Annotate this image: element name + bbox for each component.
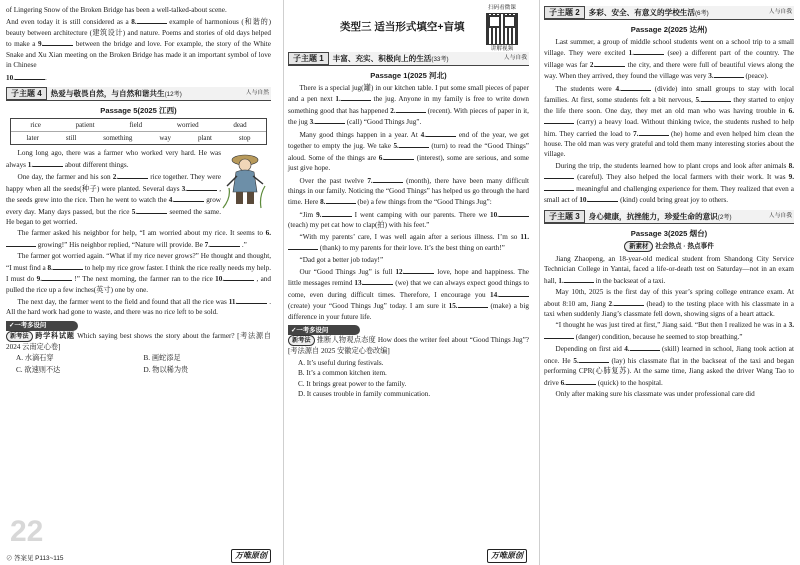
passage-title: Passage 2(2025 达州) (630, 25, 708, 34)
blank-number: 6. (265, 229, 271, 238)
blank-number: 1. (558, 276, 564, 285)
answer-blank[interactable] (326, 196, 356, 204)
blank-number: 1. (628, 49, 635, 58)
question-box-header: ✓ 一考多设问 (6, 321, 78, 331)
answer-blank[interactable] (614, 298, 644, 306)
blank-number: 7. (633, 129, 639, 138)
farmer-illustration (221, 148, 269, 210)
answer-blank[interactable] (118, 171, 148, 179)
blank-number: 4. (168, 196, 175, 205)
paragraph: The next day, the farmer went to the field and found that all the rice was 11. . All the hard work had gone to waste, and there was no rice left to be sold. (6, 298, 271, 317)
section-tag: 子主题 3 (544, 210, 585, 223)
blank-number: 7. (204, 240, 211, 249)
blank-number: 9. (316, 210, 322, 219)
blank-8[interactable] (137, 16, 167, 24)
word-option: worried (176, 121, 199, 130)
answer-blank[interactable] (639, 128, 669, 136)
story-body (6, 148, 271, 318)
paragraph: Jiang Zhaopeng, an 18-year-old medical student from Shandong City Service Technician College in Yantai, faced a life-or-death test on Saturday—not in an exam hall, 1. in the backseat of a taxi. (544, 254, 794, 285)
blank-number: 4. (420, 130, 427, 139)
question-box-header: ✓ 一考多设问 (288, 325, 360, 335)
blank-number: 8. (788, 161, 794, 170)
blank-number: 3. (181, 184, 188, 193)
answer-option[interactable]: D. 物以稀为贵 (143, 365, 189, 374)
blank-number: 5. (393, 142, 399, 151)
answer-blank[interactable] (595, 59, 625, 67)
blank-number: 6. (560, 378, 566, 387)
new-method-badge: 新考法 (288, 335, 315, 346)
blank-number: 13. (354, 279, 364, 288)
paragraph: Our “Good Things Jug” is full 12. love, hope and happiness. The little messages remind 13. (we) that we can always expect good things to come, even during difficult times. Therefore, I encourage you 14. (create) your “Good Things Jug” today. I am sure it 15. (make) a big difference in your future life. (288, 268, 529, 321)
paragraph: Many good things happen in a year. At 4. end of the year, we get together to empty the jug. We take 5. (turn) to read the “Good Things” aloud. Some of the things are 6. (interest), some are serious, and some just give hope. (288, 130, 530, 173)
passage-title: Passage 5(2025 江西) (100, 106, 177, 116)
answer-blank[interactable] (210, 239, 240, 247)
intro-line-1: of Lingering Snow of the Broken Bridge has been a well-talked-about scene. (6, 6, 227, 14)
answer-blank[interactable] (579, 355, 609, 363)
blank-number: 4. (624, 345, 630, 354)
word-row (11, 131, 266, 144)
answer-blank[interactable] (566, 377, 596, 385)
paragraph: The students were 4. (divide) into small groups to stay with local families. At first, some students felt a bit nervous, 5. they started to enjoy the life there soon. One day, they met an old man who was having trouble in 6. (carry) a heavy load. Without thinking twice, the students rushed to help him. They carried the load to 7. (he) home and even helped him clean the house. The old man was very grateful and told them many interesting stories about the village. (544, 84, 794, 159)
section-header-2 (544, 6, 794, 20)
section-category: 人与自然 (245, 90, 269, 97)
answer-blank[interactable] (187, 183, 217, 191)
blank-number: 2. (390, 106, 396, 115)
answer-option[interactable]: A. It’s useful during festivals. (298, 358, 384, 367)
question-text: 新考法 推断人物观点态度 How does the writer feel about “Good Things Jug”? [考法源自 2025 安徽定心卷改编] (288, 336, 529, 356)
paragraph: The farmer asked his neighbor for help, “I am worried about my rice. It seems to 6. growing!” His neighbor replied, “Nature will provide. Be 7. .” (6, 228, 271, 250)
answer-reference: ⊘ 答案见 P113~115 (6, 554, 64, 562)
answer-blank[interactable] (630, 343, 660, 351)
blank-number: 10. (215, 275, 225, 284)
answer-blank[interactable] (373, 175, 403, 183)
blank-number: 6. (788, 106, 794, 115)
answer-blank[interactable] (6, 239, 36, 247)
paragraph: “With my parents’ care, I was well again after a serious illness. I’m so 11. (thank) to my parents for their love. It’s the best thing on earth!” (288, 232, 529, 254)
answer-blank[interactable] (137, 206, 167, 214)
word-row (11, 119, 266, 131)
answer-blank[interactable] (621, 83, 651, 91)
answer-blank[interactable] (237, 296, 267, 304)
blank-number: 11. (520, 232, 529, 241)
answer-blank[interactable] (341, 93, 371, 101)
word-option: way (159, 134, 172, 143)
answer-blank[interactable] (499, 289, 529, 297)
paragraph: May 10th, 2025 is the first day of this year’s spring college entrance exam. At about 8:10 am, Jiang 2. (head) to the testing place with his classmate in a taxi when suddenly Jiang’s classmate fell down, showing signs of a heart attack. (544, 288, 794, 319)
section-title: 身心健康，抗挫能力，珍爱生命的意识(2考) (588, 211, 732, 221)
answer-blank[interactable] (53, 262, 83, 270)
answer-blank[interactable] (33, 159, 63, 167)
word-option: stop (238, 134, 251, 143)
blank-number: 7. (367, 176, 373, 185)
answer-blank[interactable] (714, 70, 744, 78)
brand-logo: 万唯原创 (487, 549, 527, 563)
qr-block[interactable] (481, 5, 523, 53)
section-tag: 子主题 1 (288, 52, 329, 65)
answer-option[interactable]: C. 欲速则不达 (16, 365, 61, 374)
passage-body (544, 37, 794, 206)
paragraph: “Dad got a better job today!” (299, 255, 384, 264)
answer-option[interactable]: B. It’s a common kitchen item. (298, 369, 387, 378)
answer-option[interactable]: D. It causes trouble in family communication. (298, 389, 431, 398)
blank-number: 15. (448, 302, 458, 311)
paragraph: Last summer, a group of middle school students went on a school trip to a small village. They were excited 1. (see) a different part of the country. The village was far 2. the city, and there were full of beautiful views along the way. When they arrived, they found the village was very 3. (peace). (544, 38, 794, 81)
section-tag: 子主题 4 (6, 87, 47, 100)
question-text: 新考法 跨学科试题 Which saying best shows the story about the farmer? [考法源自 2024 云南定心卷] (6, 331, 271, 351)
section-header-3 (544, 210, 794, 224)
blank-number: 6. (378, 153, 385, 162)
answer-blank[interactable] (384, 152, 414, 160)
word-option: rice (30, 121, 41, 130)
answer-options (6, 353, 271, 375)
blank-number: 2. (608, 299, 614, 308)
answer-blank[interactable] (363, 277, 393, 285)
new-material-line: 新素材 社会热点 · 热点事件 (544, 241, 794, 252)
paragraph: During the trip, the students learned how to plant crops and look after animals 8. (careful). They also helped the local farmers with their work. It was 9. meaningful and challenging experience for them. They realized that even a small act of 10. (kind) could bring great joy to others. (544, 161, 794, 205)
blank-10[interactable] (15, 72, 45, 80)
blank-number: 1. (27, 160, 34, 169)
answer-option[interactable]: A. 水滴石穿 (16, 354, 54, 363)
word-option: dead (233, 121, 247, 130)
paragraph: The farmer got worried again. “What if my rice never grows?” He thought and thought, “I must find a 8. to help my rice grow faster. I think the rice really needs my help. I must do 9. !” The next morning, the farmer ran to the rice 10. , and pulled the rice up a few inches(英寸) one by one. (6, 252, 271, 294)
blank-number: 2. (589, 60, 596, 69)
blank-number: 8. (320, 198, 326, 207)
word-box (10, 118, 267, 145)
blank-number: 4. (615, 84, 621, 93)
word-option: later (26, 134, 39, 143)
brand-logo: 万唯原创 (231, 549, 271, 563)
answer-blank[interactable] (564, 275, 594, 283)
section-tag: 子主题 2 (544, 6, 585, 19)
answer-blank[interactable] (458, 300, 488, 308)
blank-9[interactable] (43, 38, 73, 46)
section-header-4 (6, 87, 271, 101)
qr-caption: 扫码看微课 (488, 5, 516, 11)
new-material-badge: 新素材 (624, 241, 653, 252)
blank-number: 3. (788, 321, 794, 330)
answer-blank[interactable] (404, 266, 434, 274)
section-category: 人与自我 (503, 55, 527, 61)
answer-blank[interactable] (224, 273, 254, 281)
answer-blank[interactable] (42, 273, 72, 281)
paragraph: Long long ago, there was a farmer who worked very hard. He was always 1. about different things. (6, 149, 221, 169)
blank-number: 5. (131, 207, 138, 216)
answer-blank[interactable] (174, 194, 204, 202)
intro-line-3: 10. . (6, 73, 47, 82)
answer-blank[interactable] (544, 183, 574, 191)
blank-number: 1. (335, 95, 341, 104)
answer-blank[interactable] (315, 116, 345, 124)
word-option: still (65, 134, 77, 143)
section-title: 多彩、安全、有意义的学校生活(6考) (588, 8, 709, 17)
blank-number: 9. (36, 275, 42, 284)
section-title: 热爱与敬畏自然，与自然和谐共生(12考) (50, 89, 182, 99)
chapter-title: 类型三 适当形式填空+盲填 (340, 21, 465, 33)
section-title: 丰富、充实、积极向上的生活(33考) (332, 54, 449, 63)
qr-caption-bottom: 讲解视频 (490, 46, 514, 52)
word-option: something (103, 134, 133, 143)
paragraph: Over the past twelve 7. (month), there have been many difficult things in our family. Noticing the “Good Things” has helped us go through the hard time. Here 8. (be) a few things from the “Good Things Jug”: (288, 176, 529, 207)
blank-number: 5. (695, 96, 701, 105)
paragraph: “Jim 9. I went camping with our parents. There we 10. (teach) my pet cat how to clap(拍) with his feet.” (288, 209, 529, 231)
passage-title-3: Passage 3(2025 烟台) (630, 228, 708, 238)
paragraph: One day, the farmer and his son 2. rice together. They were happy when all the seeds(种子) were planted. Several days 3. , the seeds grew into the rice. Then he went to watch the 4. grow every day. Many days passed, but the rice 5. seemed the same. He began to get worried. (6, 173, 221, 226)
answer-blank[interactable] (701, 94, 731, 102)
blank-number: 3. (708, 72, 714, 81)
blank-number: 8. (47, 263, 53, 272)
middle-column (283, 0, 533, 565)
blank-number: 5. (573, 356, 579, 365)
answer-blank[interactable] (588, 194, 618, 202)
section-header-1 (288, 52, 529, 66)
answer-blank[interactable] (288, 242, 318, 250)
answer-blank[interactable] (544, 331, 574, 339)
left-column (0, 0, 277, 565)
blank-number: 10. (579, 196, 589, 205)
answer-blank[interactable] (396, 105, 426, 113)
answer-option[interactable]: B. 画蛇添足 (143, 354, 181, 363)
new-method-badge: 新考法 (6, 331, 33, 342)
answer-options (288, 358, 529, 400)
blank-number: 10. (490, 210, 499, 219)
section-category: 人与自我 (768, 9, 792, 15)
ghost-number: 22 (10, 514, 44, 548)
word-option: field (129, 121, 143, 130)
section-category: 人与自我 (768, 212, 792, 219)
answer-option[interactable]: C. It brings great power to the family. (298, 379, 407, 388)
paragraph: Depending on first aid 4. (skill) learned in school, Jiang took action at once. He 5. (lay) his classmate flat in the backseat of the taxi and began performing CPR(心肺复苏). At the same time, Jiang asked the driver Wang Tao to drive 6. (quick) to the hospital. (544, 345, 794, 387)
answer-blank[interactable] (544, 116, 574, 124)
qr-code-icon[interactable] (486, 13, 518, 45)
passage-body-3 (544, 254, 794, 400)
passage-body (288, 83, 529, 322)
blank-number: 14. (490, 290, 499, 299)
answer-blank[interactable] (634, 47, 664, 55)
paragraph: There is a special jug(罐) in our kitchen table. I put some small pieces of paper and a pen next 1. the jug. Anyone in my family is free to write down something good that has happened 2. (recent). With pieces of paper in it, the jug 3. (call) “Good Things Jug”. (288, 84, 529, 127)
word-option: plant (197, 134, 212, 143)
answer-blank[interactable] (426, 129, 456, 137)
right-column (539, 0, 800, 565)
word-option: patient (75, 121, 95, 130)
blank-number: 2. (112, 173, 119, 182)
blank-number: 9. (788, 173, 794, 182)
answer-blank[interactable] (544, 171, 574, 179)
blank-number: 11. (228, 298, 238, 307)
passage-title: Passage 1(2025 河北) (370, 71, 447, 80)
paragraph: “I thought he was just tired at first,” Jiang said. “But then I realized he was in a 3. (danger) condition, because he seemed to stop breathing.” (544, 320, 794, 342)
answer-blank[interactable] (399, 140, 429, 148)
answer-blank[interactable] (499, 209, 529, 217)
paragraph: Only after making sure his classmate was under professional care did (555, 390, 755, 399)
blank-number: 12. (395, 268, 405, 276)
blank-number: 3. (309, 118, 315, 127)
intro-line-2: And even today it is still considered as a 8. example of harmonious (和谐的) beauty between architecture (建筑设计) and nature. Poems and stories of old days helped to make a 9. between the bridge and love. For example, the story of the White Snake and Xu Xian meeting on the Broken Bridge has made it an important symbol of love in Chinese (6, 18, 271, 70)
answer-blank[interactable] (322, 209, 352, 217)
